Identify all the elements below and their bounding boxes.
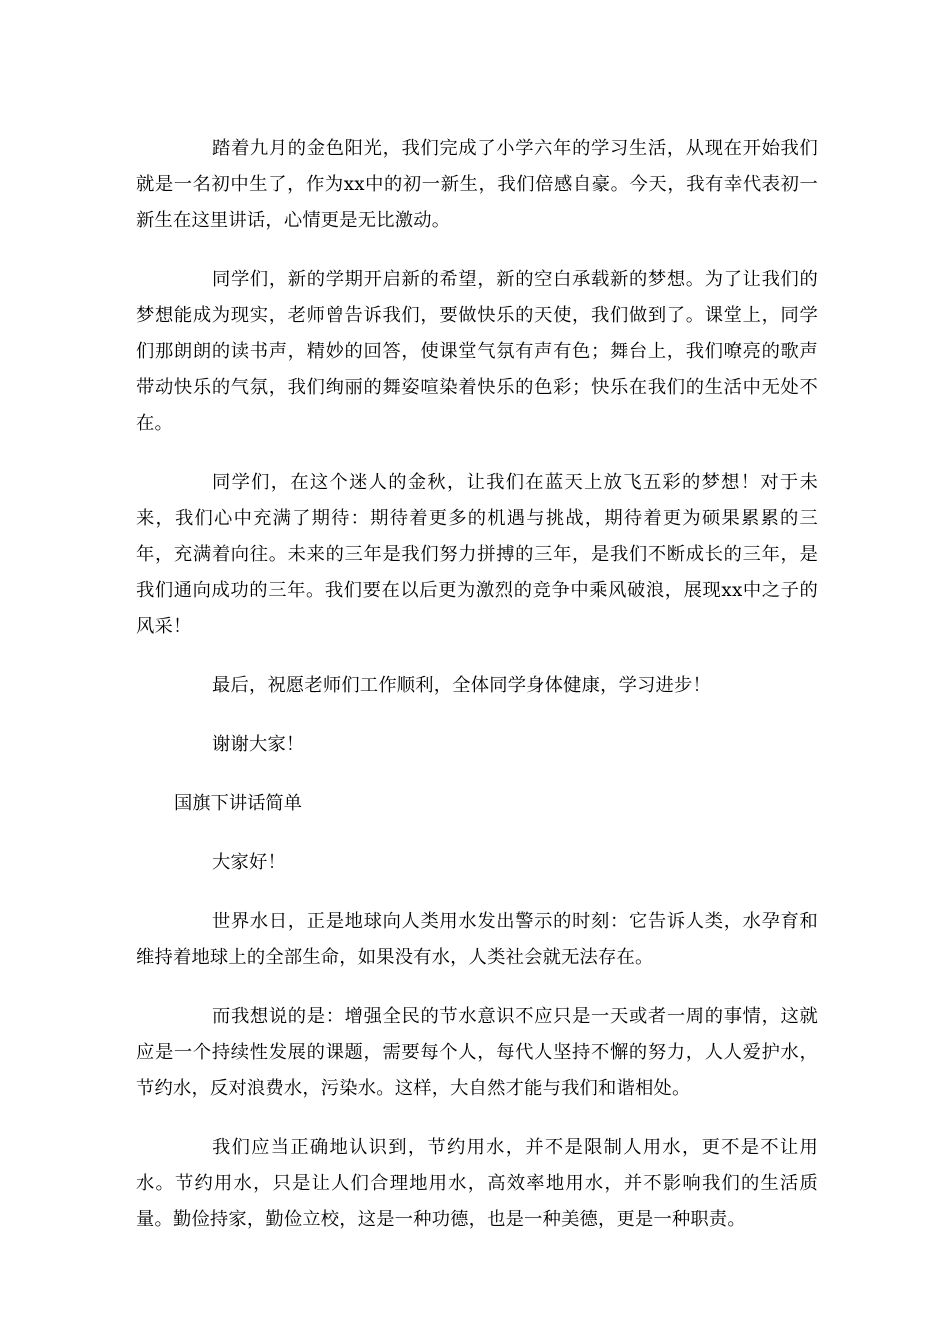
paragraph-8: 而我想说的是：增强全民的节水意识不应只是一天或者一周的事情，这就应是一个持续性发展的课题，需要每个人，每代人坚持不懈的努力，人人爱护水，节约水，反对浪费水，污染水。这样，大自然才能与我们和谐相处。	[136, 1006, 818, 1099]
document-page	[136, 131, 818, 1238]
paragraph-3: 同学们，在这个迷人的金秋，让我们在蓝天上放飞五彩的梦想！对于未来，我们心中充满了期待：期待着更多的机遇与挑战，期待着更为硕果累累的三年，充满着向往。未来的三年是我们努力拼搏的三年，是我们不断成长的三年，是我们通向成功的三年。我们要在以后更为激烈的竞争中乘风破浪，展现xx中之子的风采！	[136, 472, 818, 637]
paragraph-1: 踏着九月的金色阳光，我们完成了小学六年的学习生活，从现在开始我们就是一名初中生了，作为xx中的初一新生，我们倍感自豪。今天，我有幸代表初一新生在这里讲话，心情更是无比激动。	[136, 138, 818, 231]
paragraph-9: 我们应当正确地认识到，节约用水，并不是限制人用水，更不是不让用水。节约用水，只是让人们合理地用水，高效率地用水，并不影响我们的生活质量。勤俭持家，勤俭立校，这是一种功德，也是一种美德，更是一种职责。	[136, 1137, 818, 1230]
paragraph-7: 世界水日，正是地球向人类用水发出警示的时刻：它告诉人类，水孕育和维持着地球上的全部生命，如果没有水，人类社会就无法存在。	[136, 911, 818, 968]
paragraph-6: 大家好！	[212, 852, 286, 873]
section-title: 国旗下讲话简单	[174, 793, 302, 814]
paragraph-2: 同学们，新的学期开启新的希望，新的空白承载新的梦想。为了让我们的梦想能成为现实，老师曾告诉我们，要做快乐的天使，我们做到了。课堂上，同学们那朗朗的读书声，精妙的回答，使课堂气氛有声有色；舞台上，我们嘹亮的歌声带动快乐的气氛，我们绚丽的舞姿喧染着快乐的色彩；快乐在我们的生活中无处不在。	[136, 269, 818, 434]
paragraph-5: 谢谢大家！	[212, 734, 305, 755]
paragraph-4: 最后，祝愿老师们工作顺利，全体同学身体健康，学习进步！	[212, 675, 711, 696]
